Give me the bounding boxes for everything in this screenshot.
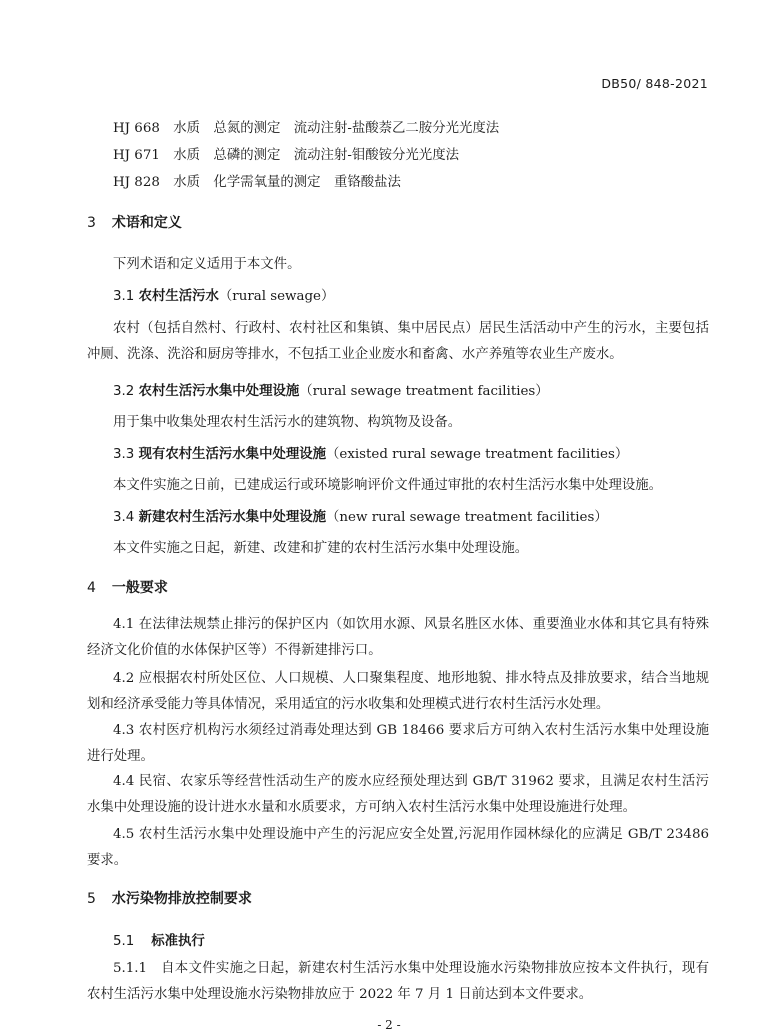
- term-3-4-heading: [113, 506, 608, 525]
- term-number: 3.3: [113, 447, 135, 462]
- term-3-3-definition: 本文件实施之日前，已建成运行或环境影响评价文件通过审批的农村生活污水集中处理设施。: [113, 478, 663, 493]
- reference-hj668: HJ 668 水质 总氮的测定 流动注射-盐酸萘乙二胺分光光度法: [113, 121, 500, 136]
- term-number: 3.4: [113, 510, 135, 525]
- reference-hj828: HJ 828 水质 化学需氧量的测定 重铬酸盐法: [113, 175, 401, 190]
- section-number: 5: [87, 891, 96, 907]
- clause-5-1-1: 5.1.1 自本文件实施之日起，新建农村生活污水集中处理设施水污染物排放应按本文件执行，现有农村生活污水集中处理设施水污染物排放应于 2022 年 7 月 1 日前达到本文件要求。: [87, 961, 709, 1002]
- term-name: 农村生活污水集中处理设施: [138, 384, 300, 399]
- term-3-4-definition: 本文件实施之日起，新建、改建和扩建的农村生活污水集中处理设施。: [113, 541, 529, 556]
- term-3-1-definition: 农村（包括自然村、行政村、农村社区和集镇、集中居民点）居民生活活动中产生的污水，主要包括冲厕、洗涤、洗浴和厨房等排水，不包括工业企业废水和畜禽、水产养殖等农业生产废水。: [87, 321, 709, 362]
- term-3-1-heading: [113, 285, 334, 304]
- subsection-title: 标准执行: [151, 934, 205, 949]
- term-name: 现有农村生活污水集中处理设施: [138, 447, 327, 462]
- term-3-2-definition: 用于集中收集处理农村生活污水的建筑物、构筑物及设备。: [113, 415, 462, 430]
- section-3-heading: [87, 212, 182, 232]
- document-id: DB50/ 848-2021: [601, 76, 708, 91]
- section-5-heading: [87, 888, 252, 908]
- section-3-intro: 下列术语和定义适用于本文件。: [113, 257, 301, 272]
- term-3-3-heading: [113, 443, 628, 462]
- section-number: 3: [87, 215, 96, 231]
- term-number: 3.2: [113, 384, 135, 399]
- term-english: （new rural sewage treatment facilities）: [326, 510, 608, 525]
- subsection-number: 5.1: [113, 934, 135, 949]
- term-english: （rural sewage）: [218, 289, 335, 304]
- subsection-5-1-heading: [113, 930, 205, 949]
- term-english: （existed rural sewage treatment facilities）: [326, 447, 629, 462]
- section-4-heading: [87, 577, 168, 597]
- term-3-2-heading: [113, 380, 549, 399]
- term-name: 农村生活污水: [138, 289, 219, 304]
- clause-4-4: 4.4 民宿、农家乐等经营性活动生产的废水应经预处理达到 GB/T 31962 要求，且满足农村生活污水集中处理设施的设计进水水量和水质要求，方可纳入农村生活污水集中处理设施进行处理。: [87, 774, 709, 815]
- section-title: 一般要求: [111, 580, 168, 596]
- clause-4-2: 4.2 应根据农村所处区位、人口规模、人口聚集程度、地形地貌、排水特点及排放要求，结合当地规划和经济承受能力等具体情况，采用适宜的污水收集和处理模式进行农村生活污水处理。: [87, 671, 709, 712]
- clause-4-3: 4.3 农村医疗机构污水须经过消毒处理达到 GB 18466 要求后方可纳入农村生活污水集中处理设施进行处理。: [87, 723, 709, 764]
- term-number: 3.1: [113, 289, 135, 304]
- section-number: 4: [87, 580, 96, 596]
- clause-4-1: 4.1 在法律法规禁止排污的保护区内（如饮用水源、风景名胜区水体、重要渔业水体和其它具有特殊经济文化价值的水体保护区等）不得新建排污口。: [87, 617, 709, 658]
- reference-hj671: HJ 671 水质 总磷的测定 流动注射-钼酸铵分光光度法: [113, 148, 459, 163]
- term-name: 新建农村生活污水集中处理设施: [138, 510, 327, 525]
- clause-4-5: 4.5 农村生活污水集中处理设施中产生的污泥应安全处置,污泥用作园林绿化的应满足 GB/T 23486 要求。: [87, 827, 709, 868]
- section-title: 水污染物排放控制要求: [111, 891, 252, 907]
- term-english: （rural sewage treatment facilities）: [299, 384, 549, 399]
- page-number: - 2 -: [377, 1018, 401, 1032]
- section-title: 术语和定义: [111, 215, 182, 231]
